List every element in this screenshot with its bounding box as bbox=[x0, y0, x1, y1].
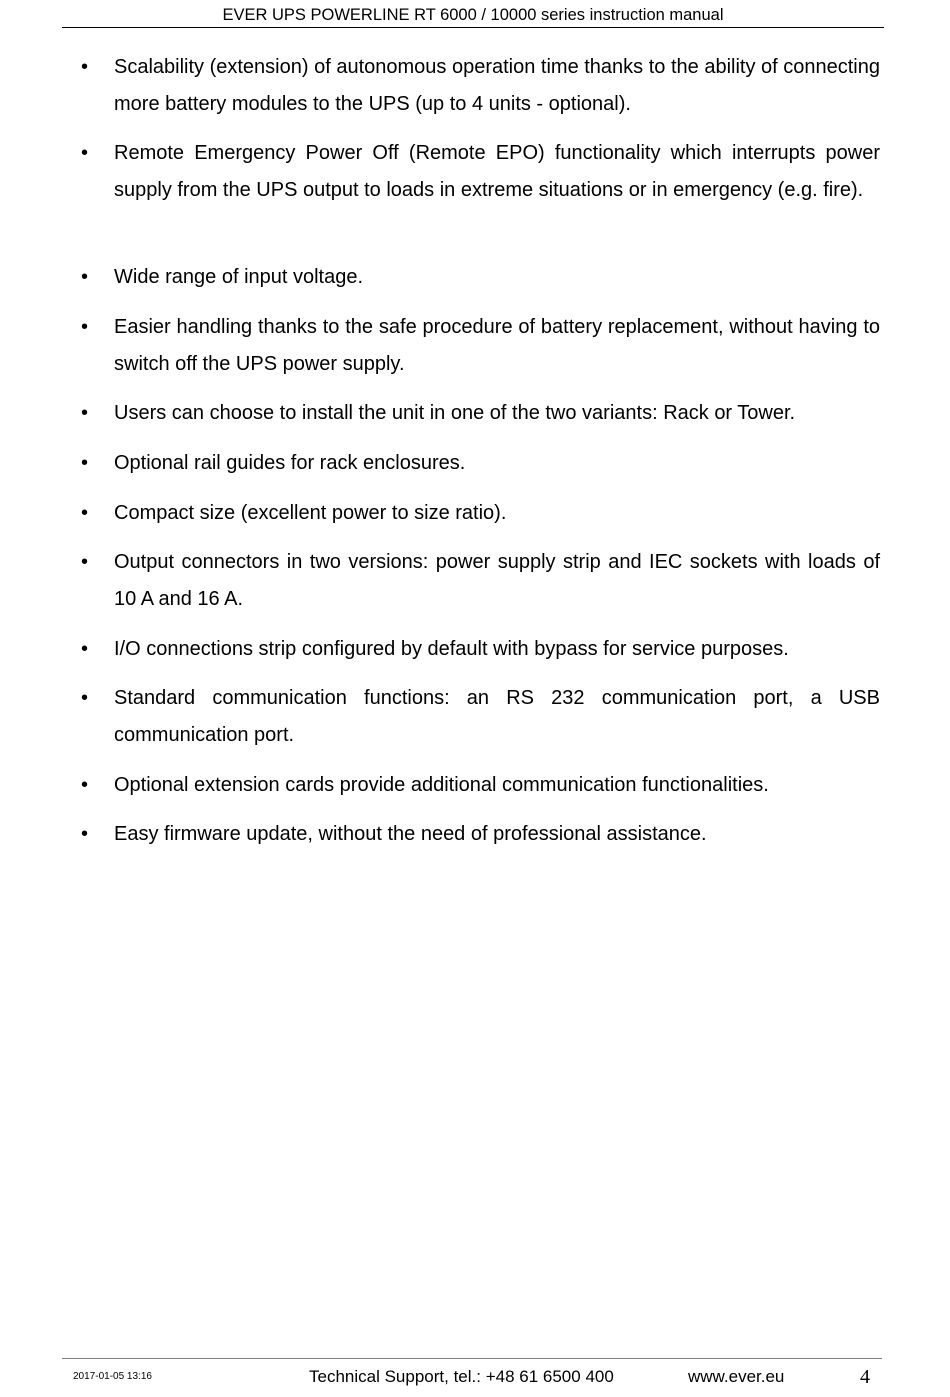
feature-text: Optional rail guides for rack enclosures. bbox=[114, 452, 466, 474]
bullet-icon: • bbox=[81, 687, 89, 709]
bullet-icon: • bbox=[81, 502, 89, 524]
page-number: 4 bbox=[860, 1366, 870, 1388]
manual-title: EVER UPS POWERLINE RT 6000 / 10000 series instruction manual bbox=[222, 6, 724, 24]
bullet-icon: • bbox=[81, 56, 89, 78]
feature-text: I/O connections strip configured by default with bypass for service purposes. bbox=[114, 638, 789, 660]
footer-date: 2017-01-05 13:16 bbox=[73, 1371, 152, 1382]
bullet-icon: • bbox=[81, 142, 89, 164]
feature-text: Users can choose to install the unit in one of the two variants: Rack or Tower. bbox=[114, 402, 796, 424]
bullet-icon: • bbox=[81, 266, 89, 288]
feature-text: Standard communication functions: an RS 232 communication port, a USB communication port. bbox=[114, 687, 880, 747]
bullet-icon: • bbox=[81, 452, 89, 474]
bullet-icon: • bbox=[81, 316, 89, 338]
bullet-icon: • bbox=[81, 402, 89, 424]
bullet-icon: • bbox=[81, 823, 89, 845]
page-header bbox=[62, 4, 884, 28]
bullet-icon: • bbox=[81, 551, 89, 573]
feature-text: Remote Emergency Power Off (Remote EPO) functionality which interrupts power supply from the UPS output to loads in extreme situations or in emergency (e.g. fire). bbox=[114, 142, 880, 202]
bullet-icon: • bbox=[81, 638, 89, 660]
feature-text: Output connectors in two versions: power supply strip and IEC sockets with loads of 10 A and 16 A. bbox=[114, 551, 880, 611]
feature-text: Scalability (extension) of autonomous operation time thanks to the ability of connecting more battery modules to the UPS (up to 4 units - optional). bbox=[114, 56, 880, 116]
footer-support: Technical Support, tel.: +48 61 6500 400 bbox=[309, 1367, 614, 1386]
feature-text: Easier handling thanks to the safe procedure of battery replacement, without having to switch off the UPS power supply. bbox=[114, 316, 880, 376]
feature-text: Compact size (excellent power to size ratio). bbox=[114, 502, 507, 524]
footer-url: www.ever.eu bbox=[688, 1367, 785, 1386]
feature-text: Optional extension cards provide additional communication functionalities. bbox=[114, 774, 769, 796]
page-footer bbox=[62, 1358, 882, 1395]
feature-text: Easy firmware update, without the need of professional assistance. bbox=[114, 823, 707, 845]
feature-text: Wide range of input voltage. bbox=[114, 266, 364, 288]
bullet-icon: • bbox=[81, 774, 89, 796]
